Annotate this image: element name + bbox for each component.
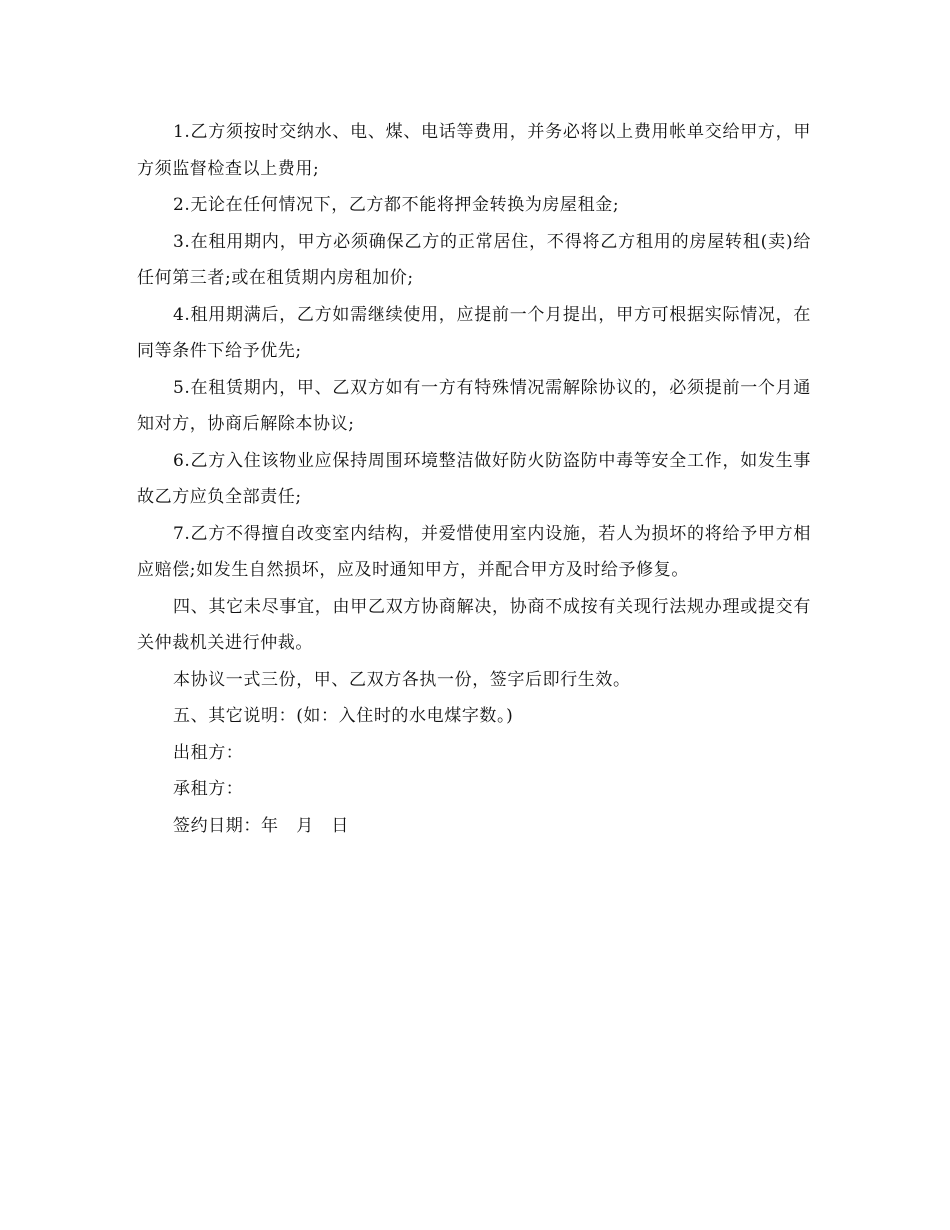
clause-6: 6.乙方入住该物业应保持周围环境整洁做好防火防盗防中毒等安全工作，如发生事故乙方应负全部责任;: [137, 450, 811, 507]
clause-7: 7.乙方不得擅自改变室内结构，并爱惜使用室内设施，若人为损坏的将给予甲方相应赔偿;如发生自然损坏，应及时通知甲方，并配合甲方及时给予修复。: [137, 523, 811, 580]
copies-statement: 本协议一式三份，甲、乙双方各执一份，签字后即行生效。: [173, 669, 631, 690]
clause-5: 5.在租赁期内，甲、乙双方如有一方有特殊情况需解除协议的，必须提前一个月通知对方，协商后解除本协议;: [137, 377, 811, 434]
section-other-notes: 五、其它说明：(如：入住时的水电煤字数。): [173, 706, 514, 726]
clause-3: 3.在租用期内，甲方必须确保乙方的正常居住，不得将乙方租用的房屋转租(卖)给任何第三者;或在租赁期内房租加价;: [137, 231, 811, 288]
lessor-signature-line: 出租方：: [173, 742, 244, 763]
clause-4: 4.租用期满后，乙方如需继续使用，应提前一个月提出，甲方可根据实际情况，在同等条件下给予优先;: [137, 304, 811, 361]
lessee-signature-line: 承租方：: [173, 779, 244, 799]
signing-date-line: 签约日期：年 月 日: [173, 815, 349, 836]
clause-1: 1.乙方须按时交纳水、电、煤、电话等费用，并务必将以上费用帐单交给甲方，甲方须监督检查以上费用;: [137, 122, 811, 179]
clause-2: 2.无论在任何情况下，乙方都不能将押金转换为房屋租金;: [173, 195, 620, 215]
section-other-matters: 四、其它未尽事宜，由甲乙双方协商解决，协商不成按有关现行法规办理或提交有关仲裁机关进行仲裁。: [137, 596, 811, 653]
document-body: [137, 114, 811, 844]
